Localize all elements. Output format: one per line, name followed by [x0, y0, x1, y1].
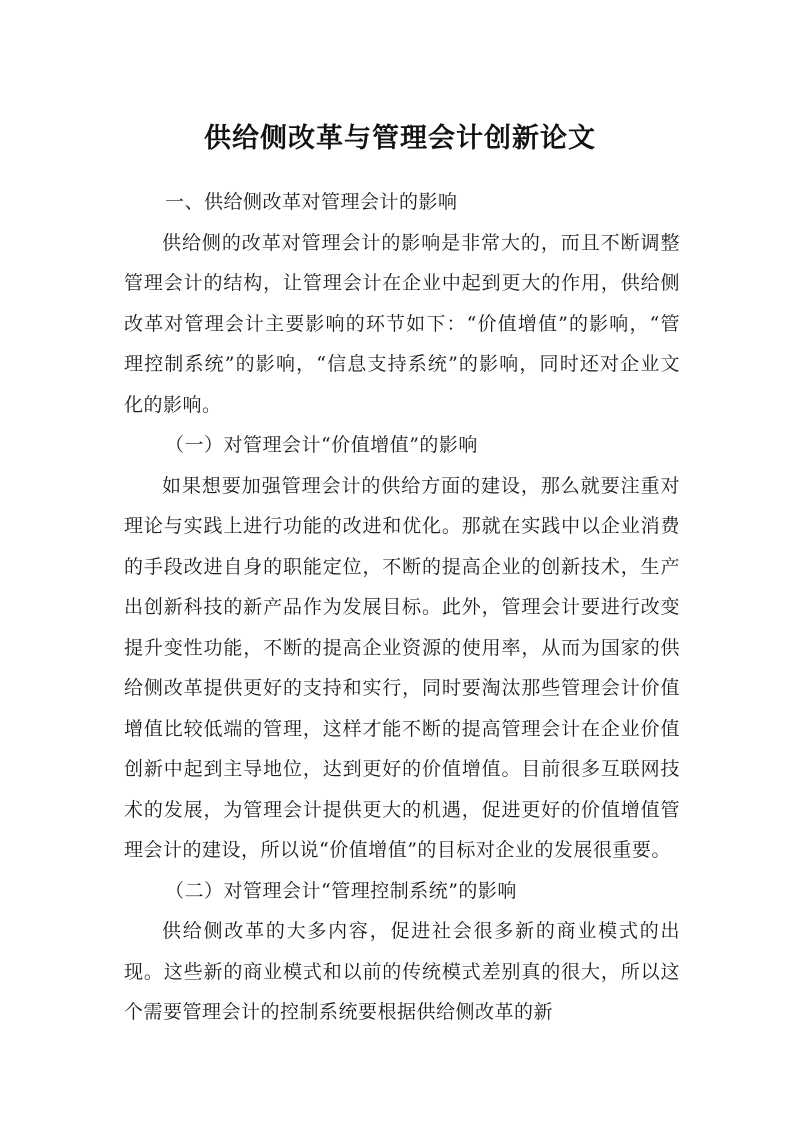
subsection-heading: （一）对管理会计“价值增值”的影响: [165, 434, 478, 456]
subsection-heading: （二）对管理会计“管理控制系统”的影响: [165, 879, 517, 902]
subsection-paragraph: 供给侧改革的大多内容，促进社会很多新的商业模式的出现。这些新的商业模式和以前的传统模式差别真的很大，所以这个需要管理会计的控制系统要根据供给侧改革的新: [124, 920, 680, 1023]
document-body: [124, 182, 680, 1033]
section-paragraph: 供给侧的改革对管理会计的影响是非常大的，而且不断调整管理会计的结构，让管理会计在企业中起到更大的作用，供给侧改革对管理会计主要影响的环节如下：“价值增值”的影响，“管理控制系统”的影响，“信息支持系统”的影响，同时还对企业文化的影响。: [124, 231, 680, 416]
subsection-paragraph: 如果想要加强管理会计的供给方面的建设，那么就要注重对理论与实践上进行功能的改进和优化。那就在实践中以企业消费的手段改进自身的职能定位，不断的提高企业的创新技术，生产出创新科技的新产品作为发展目标。此外，管理会计要进行改变提升变性功能，不断的提高企业资源的使用率，从而为国家的供给侧改革提供更好的支持和实行，同时要淘汰那些管理会计价值增值比较低端的管理，这样才能不断的提高管理会计在企业价值创新中起到主导地位，达到更好的价值增值。目前很多互联网技术的发展，为管理会计提供更大的机遇，促进更好的价值增值管理会计的建设，所以说“价值增值”的目标对企业的发展很重要。: [124, 474, 680, 861]
document-title: 供给侧改革与管理会计创新论文: [204, 123, 596, 155]
section-heading: 一、供给侧改革对管理会计的影响: [165, 191, 458, 213]
